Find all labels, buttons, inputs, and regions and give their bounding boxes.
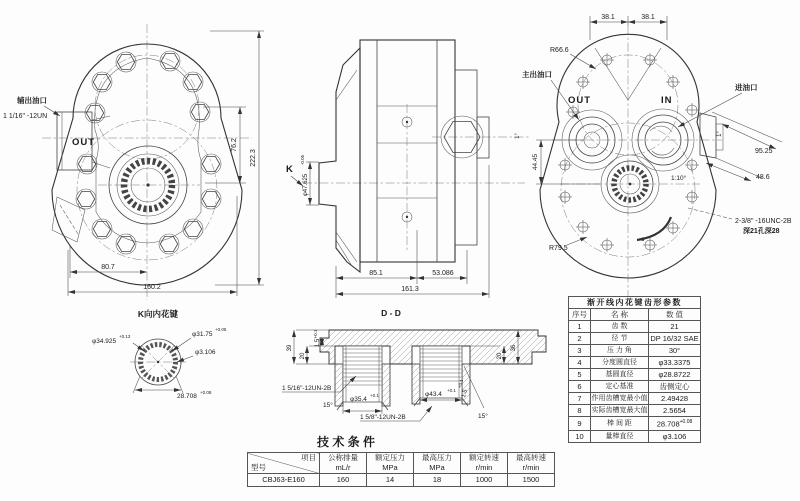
cell: 10 <box>569 430 591 442</box>
section-view <box>282 308 546 421</box>
svg-text:53.086: 53.086 <box>432 270 454 277</box>
pin-span-value: 28.708 <box>656 419 680 429</box>
front-aux-thread-label: 1 1/16" -12UN <box>3 113 48 120</box>
side-left-flange <box>319 48 360 272</box>
cell: 作用齿槽宽最小值 <box>591 393 649 405</box>
rear-rotation-arrow <box>637 217 671 240</box>
table-row <box>569 393 701 405</box>
side-k-arrow <box>291 176 303 186</box>
section-angle-left: 15° <box>323 402 333 409</box>
value-displacement: 160 <box>320 474 367 487</box>
svg-text:95.25: 95.25 <box>755 148 773 155</box>
cell: 6 <box>569 381 591 393</box>
tech-table-corner-cell <box>248 453 320 474</box>
spline-table-header-row <box>569 309 701 321</box>
col-unit: r/min <box>475 463 493 472</box>
spline-center-dot <box>157 361 159 363</box>
rear-dims-slanted <box>706 112 782 181</box>
spline-id-tol: +0.05 <box>215 327 227 332</box>
rear-in-label: IN <box>661 95 673 106</box>
rear-r66-label: R66.6 <box>550 47 569 54</box>
rear-main-port-label: 主出油口 <box>522 70 552 79</box>
section-thread-right-leader <box>420 406 432 421</box>
svg-text:深21孔深28: 深21孔深28 <box>743 228 780 235</box>
col-displacement <box>320 453 367 474</box>
spline-pin-leader <box>177 356 193 362</box>
svg-text:44.45: 44.45 <box>532 153 539 171</box>
cell: 1 <box>569 321 591 333</box>
svg-text:76.2: 76.2 <box>231 138 238 152</box>
spline-parameter-table <box>568 296 701 443</box>
svg-text:15°: 15° <box>478 413 488 420</box>
svg-text:+0.08: +0.08 <box>200 390 212 395</box>
spline-od-tol: +0.13 <box>119 334 131 339</box>
svg-text:160.2: 160.2 <box>143 284 161 291</box>
col-unit: MPa <box>429 463 445 472</box>
cell: φ28.8722 <box>649 369 701 381</box>
cell: 压 力 角 <box>591 345 649 357</box>
svg-text:20: 20 <box>300 352 306 360</box>
svg-text:φ35.4: φ35.4 <box>350 396 367 403</box>
col-value: 数 值 <box>649 309 701 321</box>
svg-text:38.1: 38.1 <box>641 14 655 21</box>
cell: 径 节 <box>591 333 649 345</box>
section-title: D - D <box>381 308 401 318</box>
svg-text:+0.1: +0.1 <box>313 329 318 339</box>
rear-angle-left: 1° <box>515 133 521 139</box>
side-main-body <box>360 40 455 262</box>
svg-text:28.708: 28.708 <box>177 393 197 400</box>
cell: 2.49428 <box>649 393 701 405</box>
cell: 9 <box>569 417 591 431</box>
col-label: 额定转速 <box>469 453 499 462</box>
rear-r79-leader <box>567 237 587 245</box>
model-number: CBJ63-E160 <box>248 474 320 487</box>
side-dim-shaft <box>300 154 319 205</box>
table-row <box>569 333 701 345</box>
col-name: 名 称 <box>591 309 649 321</box>
col-unit: r/min <box>522 463 540 472</box>
col-label: 最高转速 <box>516 453 546 462</box>
col-unit: mL/r <box>335 463 351 472</box>
side-dims-bottom <box>336 165 489 298</box>
technical-conditions-table <box>247 452 555 487</box>
value-rated-speed: 1000 <box>461 474 508 487</box>
spline-pin-label: φ3.106 <box>195 349 216 356</box>
rear-dim-44 <box>532 140 600 184</box>
cell: 7 <box>569 393 591 405</box>
svg-text:φ47.625: φ47.625 <box>303 173 309 197</box>
pin-span-tolerance: +0.08 <box>679 419 693 425</box>
tech-conditions-title: 技 术 条 件 <box>316 435 376 449</box>
cell: 21 <box>649 321 701 333</box>
svg-text:20: 20 <box>497 352 503 360</box>
cell: 30° <box>649 345 701 357</box>
svg-text:+0.1: +0.1 <box>447 388 456 393</box>
cell: 定心基准 <box>591 381 649 393</box>
svg-text:-0.05: -0.05 <box>300 154 305 166</box>
front-aux-port-label: 辅出油口 <box>17 96 47 105</box>
table-row <box>569 357 701 369</box>
svg-text:+0.1: +0.1 <box>370 393 379 398</box>
cell: DP 16/32 SAE <box>650 334 699 343</box>
cell: 分度圆直径 <box>591 357 649 369</box>
front-dim-80 <box>70 246 147 278</box>
front-out-label: OUT <box>72 137 96 148</box>
col-rated-speed <box>461 453 508 474</box>
svg-text:39: 39 <box>287 344 293 352</box>
cell: 基圆直径 <box>591 369 649 381</box>
svg-text:80.7: 80.7 <box>101 264 115 271</box>
front-view <box>3 24 264 300</box>
col-index: 序号 <box>569 309 591 321</box>
cell: 3 <box>569 345 591 357</box>
cell: 5 <box>569 369 591 381</box>
cell: 8 <box>569 405 591 417</box>
rear-taper-label: 1:10° <box>671 175 687 182</box>
svg-text:48.6: 48.6 <box>756 174 770 181</box>
cell: 齿侧定心 <box>649 381 701 393</box>
spline-id-label: φ31.75 <box>192 331 213 338</box>
table-row <box>569 369 701 381</box>
side-flange-chamfer-top <box>336 70 357 100</box>
rear-r79-label: R79.5 <box>549 245 568 252</box>
front-casting-contour <box>95 58 201 243</box>
svg-text:2-3/8" -16UNC-2B: 2-3/8" -16UNC-2B <box>735 218 792 225</box>
col-label: 公称排量 <box>328 453 358 462</box>
svg-text:222.3: 222.3 <box>250 149 257 167</box>
tech-table-header-row <box>248 453 555 474</box>
rear-dims-38 <box>590 14 667 40</box>
col-unit: MPa <box>382 463 398 472</box>
front-dim-160 <box>68 196 237 296</box>
col-label: 最高压力 <box>422 453 452 462</box>
svg-text:1.5: 1.5 <box>315 338 321 348</box>
cell: 齿 数 <box>591 321 649 333</box>
col-max-speed <box>508 453 555 474</box>
table-row <box>569 381 701 393</box>
table-row <box>569 321 701 333</box>
tech-table-data-row <box>248 474 555 487</box>
svg-text:+0.1: +0.1 <box>456 378 465 389</box>
cell: φ3.106 <box>649 430 701 442</box>
corner-item-label: 项目 <box>301 453 316 462</box>
col-rated-pressure <box>367 453 414 474</box>
col-label: 额定压力 <box>375 453 405 462</box>
side-k-label: K <box>286 164 294 175</box>
svg-text:1.5: 1.5 <box>461 388 470 399</box>
cell: 实际齿槽宽最大值 <box>591 405 649 417</box>
rear-bolt-holes <box>558 53 699 252</box>
cell: φ33.3375 <box>649 357 701 369</box>
rear-r66-leader <box>570 54 596 69</box>
side-screw-bottom-dot <box>406 216 408 218</box>
rear-inlet-label: 进油口 <box>735 83 758 92</box>
svg-text:161.3: 161.3 <box>401 286 419 293</box>
table-row <box>569 417 701 431</box>
svg-text:38.1: 38.1 <box>601 14 615 21</box>
value-max-pressure: 18 <box>414 474 461 487</box>
table-row <box>569 430 701 442</box>
col-max-pressure <box>414 453 461 474</box>
table-row <box>569 405 701 417</box>
section-thread-left: 1 5/16"-12UN-2B <box>282 385 332 392</box>
rear-side-boss <box>700 113 716 158</box>
cell: 2 <box>569 333 591 345</box>
rear-thread-callout <box>688 208 792 235</box>
value-rated-pressure: 14 <box>367 474 414 487</box>
svg-text:36: 36 <box>511 344 517 352</box>
spline-detail-view <box>92 309 227 400</box>
corner-model-label: 型号 <box>251 463 266 472</box>
cell: 棒 间 距 <box>591 417 649 431</box>
cell: 2.5654 <box>649 405 701 417</box>
cell <box>649 417 701 431</box>
table-row <box>569 345 701 357</box>
rear-out-label: OUT <box>568 95 592 106</box>
spline-view-title: K向内花键 <box>137 309 179 319</box>
front-tab-hidden-line <box>60 205 78 234</box>
spline-id-leader <box>172 338 191 351</box>
spline-od-label: φ34.925 <box>92 338 117 345</box>
value-max-speed: 1500 <box>508 474 555 487</box>
cell: 量棒直径 <box>591 430 649 442</box>
svg-text:85.1: 85.1 <box>369 270 383 277</box>
spline-table-title: 渐开线内花键齿形参数 <box>569 297 701 309</box>
section-thread-right: 1 5/8"-12UN-2B <box>360 414 406 421</box>
rear-view <box>515 14 792 296</box>
svg-text:φ43.4: φ43.4 <box>425 391 442 398</box>
side-view <box>286 40 530 298</box>
rear-angle-right: 1° <box>717 131 723 137</box>
cell: 4 <box>569 357 591 369</box>
side-screw-top-dot <box>406 121 408 123</box>
